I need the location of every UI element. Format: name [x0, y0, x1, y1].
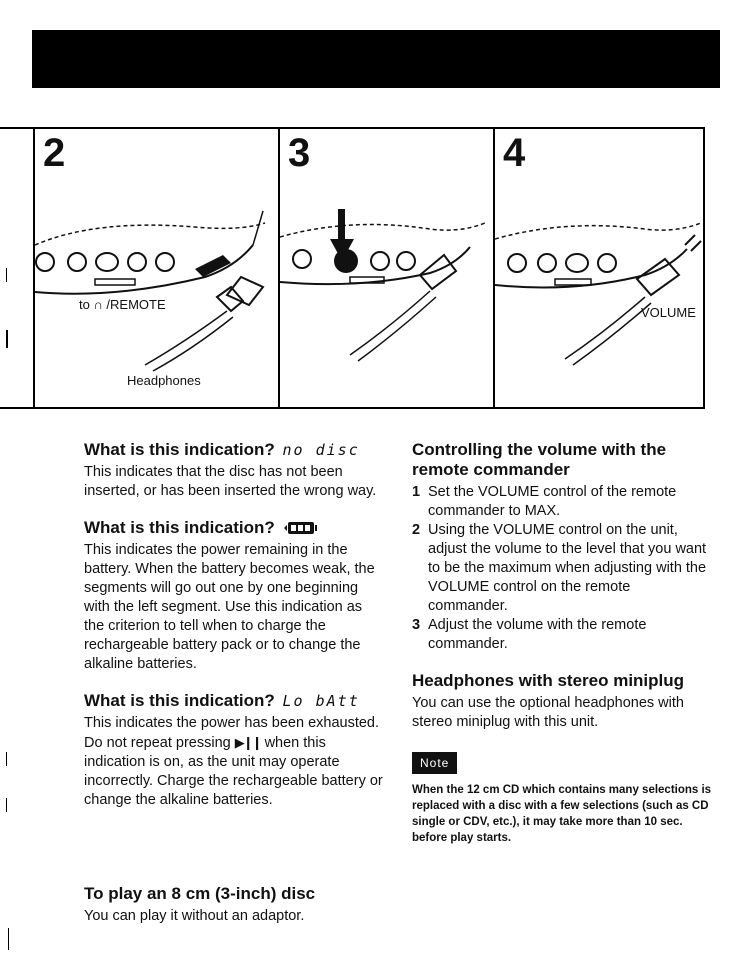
margin-mark	[6, 752, 7, 766]
volume-control-illustration	[495, 127, 703, 409]
headphones-label: Headphones	[127, 373, 201, 388]
note-badge: Note	[412, 752, 457, 774]
lcd-display-text: no disc	[282, 441, 360, 459]
remote-jack-label: to ∩ /REMOTE	[79, 297, 166, 312]
lcd-display-text: Lo bAtt	[282, 692, 360, 710]
lo-batt-body-part: when this indication is on, as the unit may operate incorrectly. Charge the rechargeable battery or change the alkaline batteries.	[84, 735, 383, 808]
heading-text: What is this indication?	[84, 691, 275, 710]
section-heading-remote-volume: Controlling the volume with the remote commander	[412, 440, 667, 479]
remote-volume-steps	[412, 483, 712, 654]
play-button-illustration	[280, 127, 493, 409]
section-heading-no-disc	[84, 440, 384, 460]
battery-indicator-icon	[283, 521, 317, 535]
step-number: 3	[412, 617, 421, 633]
margin-mark	[6, 268, 7, 282]
step-text: Set the VOLUME control of the remote commander to MAX.	[428, 484, 677, 519]
step-panel-3	[280, 127, 493, 409]
figure-divider	[703, 127, 705, 409]
note-text: When the 12 cm CD which contains many selections is replaced with a disc with a few selections (such as CD single or CDV, etc.), it may take more than 10 sec. before play starts.	[412, 784, 712, 844]
volume-label: VOLUME	[641, 305, 696, 320]
header-bar	[32, 30, 720, 88]
step-number: 4	[503, 131, 526, 175]
lo-batt-body	[84, 714, 384, 810]
play-pause-icon: ▶❙❙	[234, 735, 261, 750]
step-text: Adjust the volume with the remote commander.	[428, 617, 647, 652]
section-heading-8cm-disc: To play an 8 cm (3-inch) disc	[84, 884, 316, 903]
left-column	[84, 440, 384, 810]
margin-mark	[8, 928, 9, 950]
list-item	[412, 616, 712, 654]
step-number: 3	[288, 131, 311, 175]
lo-batt-body-part: This indicates the power has been exhausted. Do not repeat pressing	[84, 715, 380, 751]
margin-mark	[6, 330, 8, 348]
illustration-row	[33, 127, 705, 409]
step-number: 2	[43, 131, 66, 175]
step-panel-2	[35, 127, 278, 409]
section-heading-battery	[84, 518, 384, 538]
step-text: Using the VOLUME control on the unit, adjust the volume to the level that you want to be the maximum when adjusting with the VOLUME control on the remote commander.	[428, 522, 707, 614]
step-panel-4	[495, 127, 703, 409]
step-number: 1	[412, 484, 421, 500]
headphones-body: You can use the optional headphones with stereo miniplug with this unit.	[412, 695, 684, 730]
list-item	[412, 521, 712, 616]
bottom-section	[84, 884, 404, 926]
step-number: 2	[412, 522, 421, 538]
section-heading-headphones: Headphones with stereo miniplug	[412, 671, 685, 690]
8cm-disc-body: You can play it without an adaptor.	[84, 908, 305, 924]
heading-text: What is this indication?	[84, 518, 275, 537]
battery-body: This indicates the power remaining in the battery. When the battery becomes weak, the segments will go out one by one beginning with the left segment. Use this indication as the criterion to tell when to charge the rechargeable battery pack or to change the alkaline batteries.	[84, 542, 375, 672]
no-disc-body: This indicates that the disc has not been inserted, or has been inserted the wrong way.	[84, 464, 377, 499]
section-heading-lo-batt	[84, 691, 384, 711]
player-headphone-illustration	[35, 127, 278, 409]
margin-mark	[6, 798, 7, 812]
list-item	[412, 483, 712, 521]
right-column	[412, 440, 712, 846]
heading-text: What is this indication?	[84, 440, 275, 459]
